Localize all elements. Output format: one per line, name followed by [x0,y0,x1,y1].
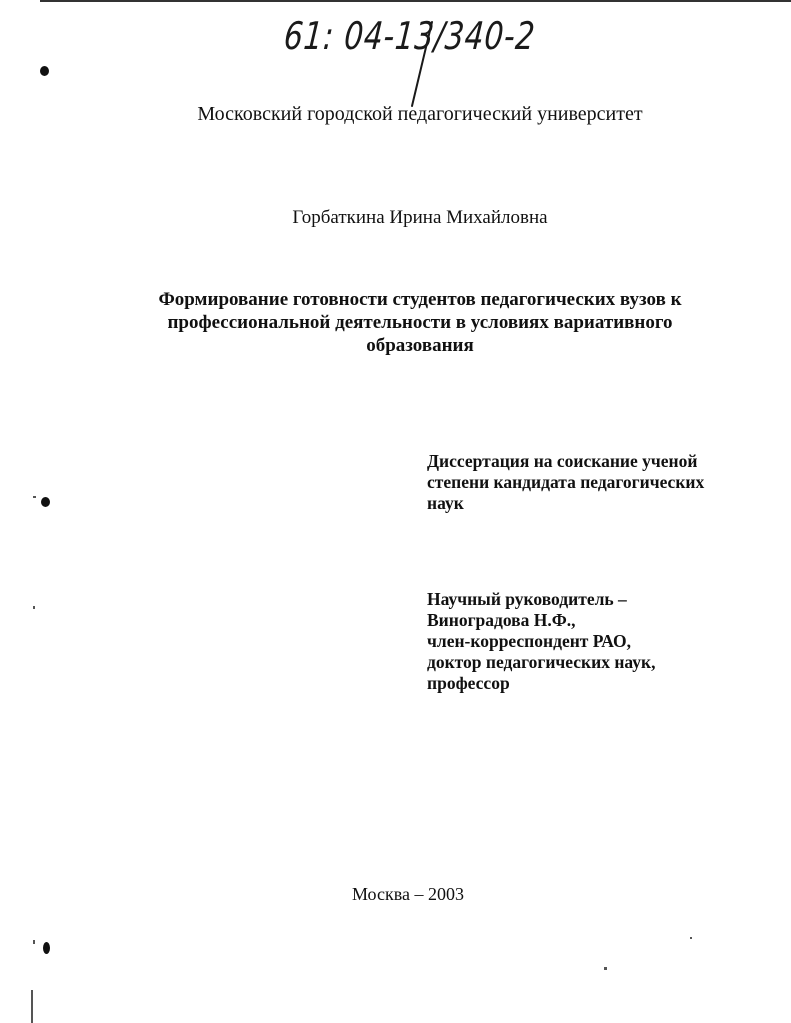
supervisor-block [427,589,727,694]
scan-dot-bottom [43,942,50,954]
scan-speck [33,496,36,498]
supervisor-line: Виноградова Н.Ф., [427,610,576,630]
degree-statement [427,451,727,514]
dissertation-title [150,288,690,357]
title-line: Формирование готовности студентов педагогических вузов к [158,289,682,310]
degree-line: степени кандидата педагогических [427,472,705,492]
scan-speck [690,937,692,939]
scan-speck [604,967,607,970]
scan-speck [31,990,33,1023]
scan-dot-top [40,66,49,76]
title-line: образования [366,335,474,356]
supervisor-line: доктор педагогических наук, [427,652,656,672]
scan-dot-middle [41,497,50,507]
author-name: Горбаткина Ирина Михайловна [292,207,548,228]
city-year: Москва – 2003 [352,884,464,904]
scan-speck [33,606,35,609]
supervisor-line: профессор [427,673,510,693]
university-name: Московский городской педагогический университет [197,103,643,125]
title-line: профессиональной деятельности в условиях вариативного [167,312,673,333]
degree-line: наук [427,493,464,513]
archive-code-text: 61: 04-13/340-2 [282,14,538,58]
scan-speck [33,940,35,944]
supervisor-line: член-корреспондент РАО, [427,631,631,651]
degree-line: Диссертация на соискание ученой [427,451,698,471]
supervisor-line: Научный руководитель – [427,589,627,609]
